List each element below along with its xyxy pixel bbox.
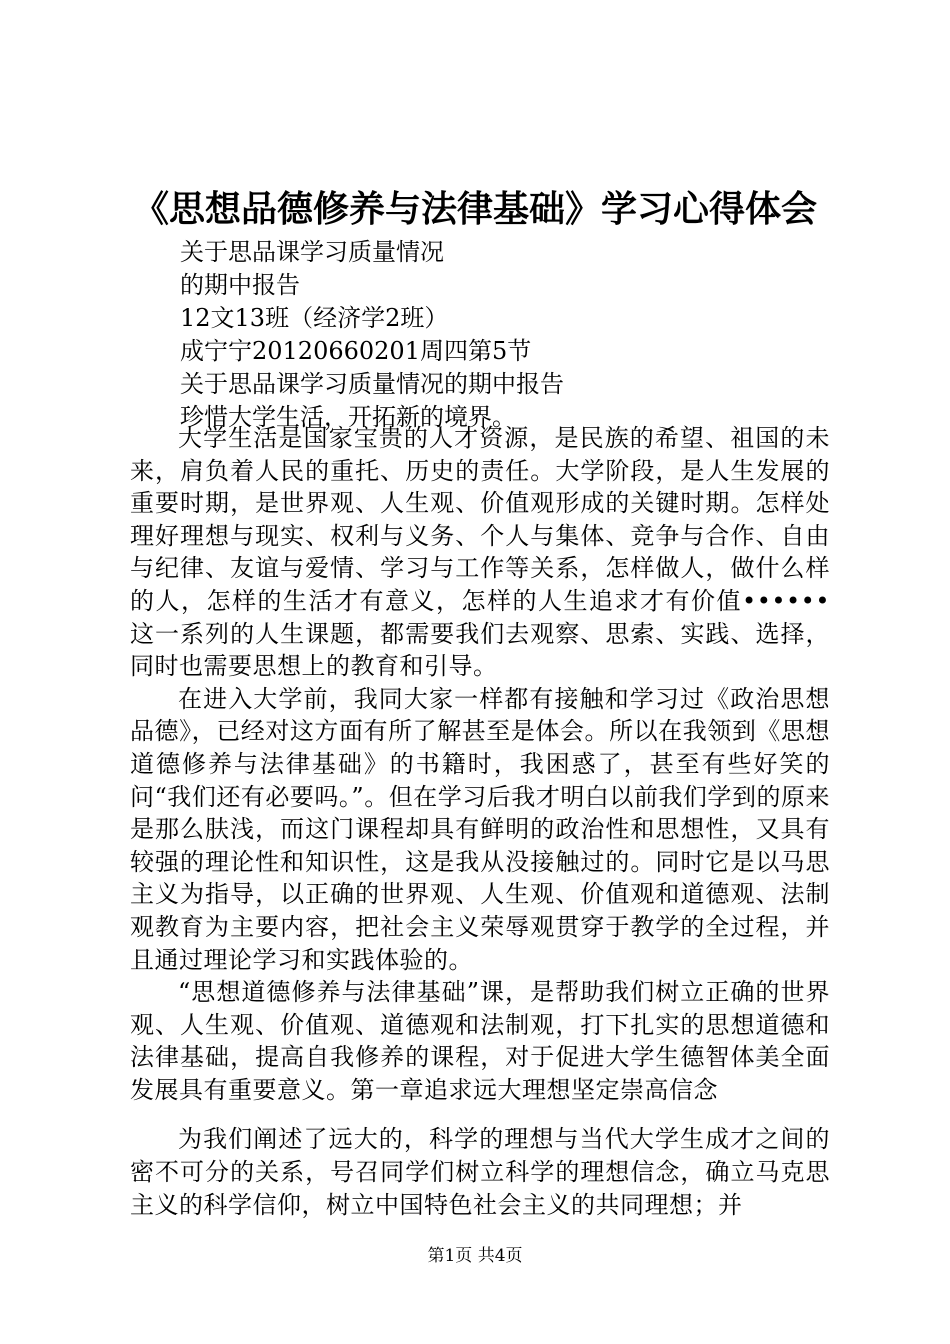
- intro-line: 关于思品课学习质量情况: [180, 238, 444, 266]
- body-paragraph: 大学生活是国家宝贵的人才资源，是民族的希望、祖国的未来，肩负着人民的重托、历史的责任。大学阶段，是人生发展的重要时期，是世界观、人生观、价值观形成的关键时期。怎样处理好理想与现实、权利与义务、个人与集体、竞争与合作、自由与纪律、友谊与爱情、学习与工作等关系，怎样做人，做什么样的人，怎样的生活才有意义，怎样的人生追求才有价值••••••这一系列的人生课题，都需要我们去观察、思索、实践、选择，同时也需要思想上的教育和引导。: [130, 424, 830, 681]
- intro-line: 关于思品课学习质量情况的期中报告: [180, 370, 564, 398]
- page-footer: 第1页 共4页: [427, 1246, 523, 1266]
- document-body: [130, 422, 830, 1221]
- body-paragraph: 在进入大学前，我同大家一样都有接触和学习过《政治思想品德》，已经对这方面有所了解甚至是体会。所以在我领到《思想道德修养与法律基础》的书籍时，我困惑了，甚至有些好笑的问“我们还有必要吗。”。但在学习后我才明白以前我们学到的原来是那么肤浅，而这门课程却具有鲜明的政治性和思想性，又具有较强的理论性和知识性，这是我从没接触过的。同时它是以马思主义为指导，以正确的世界观、人生观、价值观和道德观、法制观教育为主要内容，把社会主义荣辱观贯穿于教学的全过程，并且通过理论学习和实践体验的。: [130, 684, 830, 974]
- intro-line: 成宁宁20120660201周四第5节: [180, 337, 532, 365]
- intro-line: 珍惜大学生活，开拓新的境界。: [180, 403, 516, 431]
- body-paragraph: “思想道德修养与法律基础”课，是帮助我们树立正确的世界观、人生观、价值观、道德观和法制观，打下扎实的思想道德和法律基础，提高自我修养的课程，对于促进大学生德智体美全面发展具有重要意义。第一章追求远大理想坚定崇高信念: [130, 978, 830, 1104]
- body-paragraph: 为我们阐述了远大的，科学的理想与当代大学生成才之间的密不可分的关系，号召同学们树立科学的理想信念，确立马克思主义的科学信仰，树立中国特色社会主义的共同理想；并: [130, 1125, 830, 1219]
- intro-block: [180, 236, 840, 434]
- intro-line: 12文13班（经济学2班）: [180, 304, 449, 332]
- document-title: 《思想品德修养与法律基础》学习心得体会: [132, 188, 817, 230]
- intro-line: 的期中报告: [180, 271, 300, 299]
